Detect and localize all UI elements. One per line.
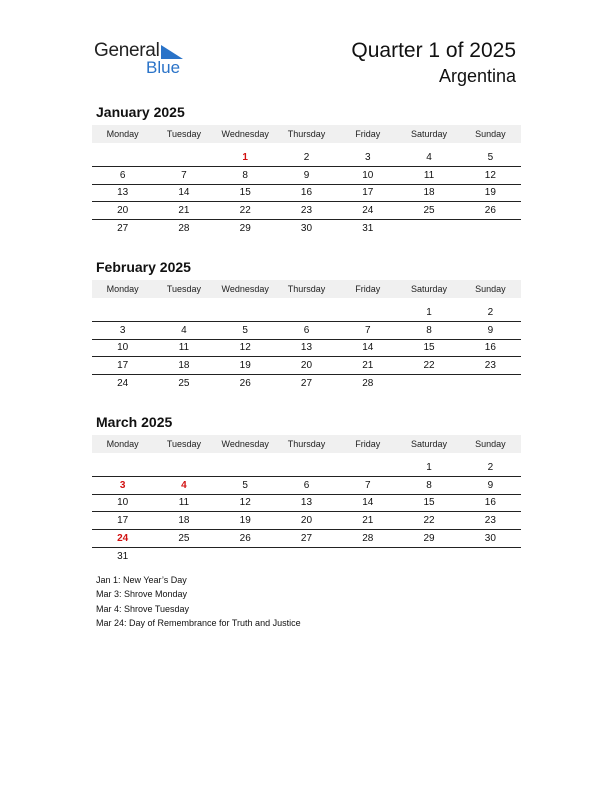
day-cell: 16 [460,494,521,512]
day-cell: 13 [276,339,337,357]
weekday-header: Wednesday [215,280,276,298]
weekday-header: Sunday [460,280,521,298]
day-cell: 25 [398,202,459,220]
day-cell [337,547,398,564]
day-cell: 29 [239,223,251,235]
week-row [92,357,521,375]
day-cell [153,304,214,321]
day-cell: 24 [92,530,153,548]
generalblue-logo [94,40,194,80]
week-row [92,530,521,548]
day-cell: 19 [460,184,521,202]
day-cell: 9 [460,321,521,339]
day-cell: 29 [398,530,459,548]
day-cell [337,304,398,321]
day-cell [92,149,153,166]
day-cell: 27 [117,223,129,235]
weekday-header: Tuesday [153,280,214,298]
day-cell: 24 [337,202,398,220]
weekday-header-row [92,125,521,143]
day-cell: 4 [153,321,214,339]
day-cell [153,459,214,476]
day-cell: 10 [337,166,398,184]
logo-text-blue: Blue [146,58,181,77]
day-cell: 4 [398,149,459,166]
month-february [92,258,521,392]
day-cell: 11 [153,339,214,357]
weekday-header: Thursday [276,435,337,453]
country-name: Argentina [438,66,516,86]
week-row [92,202,521,220]
day-cell: 17 [337,184,398,202]
day-cell: 21 [337,512,398,530]
day-cell: 15 [398,494,459,512]
day-cell: 31 [362,223,374,235]
day-cell: 12 [215,339,276,357]
day-cell: 2 [460,459,521,476]
day-cell: 6 [276,321,337,339]
day-cell: 7 [153,166,214,184]
day-cell: 26 [460,202,521,220]
day-cell: 6 [276,476,337,494]
page-title: Quarter 1 of 2025 [351,39,516,62]
month-title: March 2025 [96,414,173,430]
week-row [92,166,521,184]
day-cell: 27 [300,378,313,390]
weekday-header: Monday [92,435,153,453]
calendar-table [92,280,521,392]
weekday-header: Monday [92,280,153,298]
day-cell: 20 [92,202,153,220]
day-cell: 17 [92,357,153,375]
day-cell: 25 [178,378,190,390]
day-cell [460,375,521,392]
holiday-note: Jan 1: New Year’s Day [96,575,187,585]
day-cell: 13 [92,184,153,202]
day-cell: 14 [153,184,214,202]
day-cell: 24 [117,378,129,390]
day-cell: 3 [92,321,153,339]
weekday-header: Monday [92,125,153,143]
day-cell: 11 [153,494,214,512]
day-cell: 1 [398,459,459,476]
day-cell [337,459,398,476]
day-cell [215,459,276,476]
day-cell: 2 [460,304,521,321]
weekday-header: Saturday [398,280,459,298]
day-cell: 5 [460,149,521,166]
holiday-note: Mar 24: Day of Remembrance for Truth and Justice [96,617,301,628]
holiday-notes [96,573,301,630]
day-cell: 19 [215,357,276,375]
day-cell: 14 [337,494,398,512]
day-cell [276,304,337,321]
day-cell: 21 [337,357,398,375]
day-cell: 7 [337,321,398,339]
day-cell: 19 [215,512,276,530]
day-cell: 28 [362,378,374,390]
day-cell: 8 [215,166,276,184]
month-january [92,103,521,237]
weekday-header: Saturday [398,125,459,143]
day-cell: 15 [215,184,276,202]
day-cell: 20 [276,512,337,530]
weekday-header: Friday [337,125,398,143]
day-cell: 23 [460,357,521,375]
day-cell: 12 [215,494,276,512]
day-cell: 9 [460,476,521,494]
day-cell: 22 [398,357,459,375]
week-row [92,304,521,321]
day-cell: 26 [239,378,251,390]
day-cell [276,547,337,564]
weekday-header: Tuesday [153,435,214,453]
day-cell: 25 [153,530,214,548]
day-cell [215,304,276,321]
day-cell: 18 [153,357,214,375]
day-cell: 18 [398,184,459,202]
day-cell: 12 [460,166,521,184]
day-cell: 23 [276,202,337,220]
week-row [92,339,521,357]
day-cell: 27 [276,530,337,548]
day-cell: 8 [398,476,459,494]
day-cell: 5 [215,321,276,339]
day-cell: 28 [178,223,190,235]
week-row [92,321,521,339]
week-row [92,547,521,564]
week-row [92,149,521,166]
weekday-header: Wednesday [215,125,276,143]
day-cell [398,547,459,564]
month-title: January 2025 [96,104,185,120]
week-row [92,476,521,494]
day-cell: 23 [460,512,521,530]
day-cell: 15 [398,339,459,357]
month-title: February 2025 [96,259,191,275]
holiday-note: Mar 4: Shrove Tuesday [96,603,190,614]
day-cell: 11 [398,166,459,184]
weekday-header: Friday [337,280,398,298]
day-cell: 4 [153,476,214,494]
day-cell: 26 [215,530,276,548]
week-row [92,494,521,512]
weekday-header: Wednesday [215,435,276,453]
day-cell [92,304,153,321]
week-row [92,512,521,530]
day-cell [92,459,153,476]
weekday-header: Saturday [398,435,459,453]
day-cell: 7 [337,476,398,494]
day-cell: 20 [276,357,337,375]
day-cell: 16 [276,184,337,202]
day-cell: 21 [153,202,214,220]
weekday-header: Sunday [460,125,521,143]
day-cell: 8 [398,321,459,339]
day-cell: 22 [215,202,276,220]
day-cell: 18 [153,512,214,530]
day-cell: 22 [398,512,459,530]
weekday-header: Thursday [276,280,337,298]
day-cell: 2 [276,149,337,166]
day-cell: 1 [398,304,459,321]
day-cell: 17 [92,512,153,530]
day-cell: 13 [276,494,337,512]
day-cell: 30 [300,223,313,235]
week-row [92,375,521,392]
day-cell: 1 [215,149,276,166]
holiday-note: Mar 3: Shrove Monday [96,589,188,600]
weekday-header-row [92,280,521,298]
calendar-table [92,125,521,237]
week-row [92,184,521,202]
day-cell [276,459,337,476]
day-cell: 14 [337,339,398,357]
weekday-header-row [92,435,521,453]
day-cell: 28 [337,530,398,548]
day-cell [460,547,521,564]
weekday-header: Friday [337,435,398,453]
day-cell: 9 [276,166,337,184]
week-row [92,220,521,237]
day-cell [398,375,459,392]
day-cell: 6 [92,166,153,184]
day-cell [460,220,521,237]
weekday-header: Sunday [460,435,521,453]
day-cell: 10 [92,339,153,357]
day-cell [153,149,214,166]
day-cell [215,547,276,564]
day-cell: 30 [460,530,521,548]
day-cell [153,547,214,564]
logo-text-general: General [94,40,160,61]
day-cell: 16 [460,339,521,357]
day-cell: 31 [117,550,129,562]
weekday-header: Tuesday [153,125,214,143]
day-cell: 5 [215,476,276,494]
weekday-header: Thursday [276,125,337,143]
logo-triangle-icon [161,45,183,59]
week-row [92,459,521,476]
month-march [92,413,521,565]
day-cell: 3 [337,149,398,166]
day-cell [398,220,459,237]
day-cell: 3 [92,476,153,494]
calendar-table [92,435,521,565]
day-cell: 10 [92,494,153,512]
